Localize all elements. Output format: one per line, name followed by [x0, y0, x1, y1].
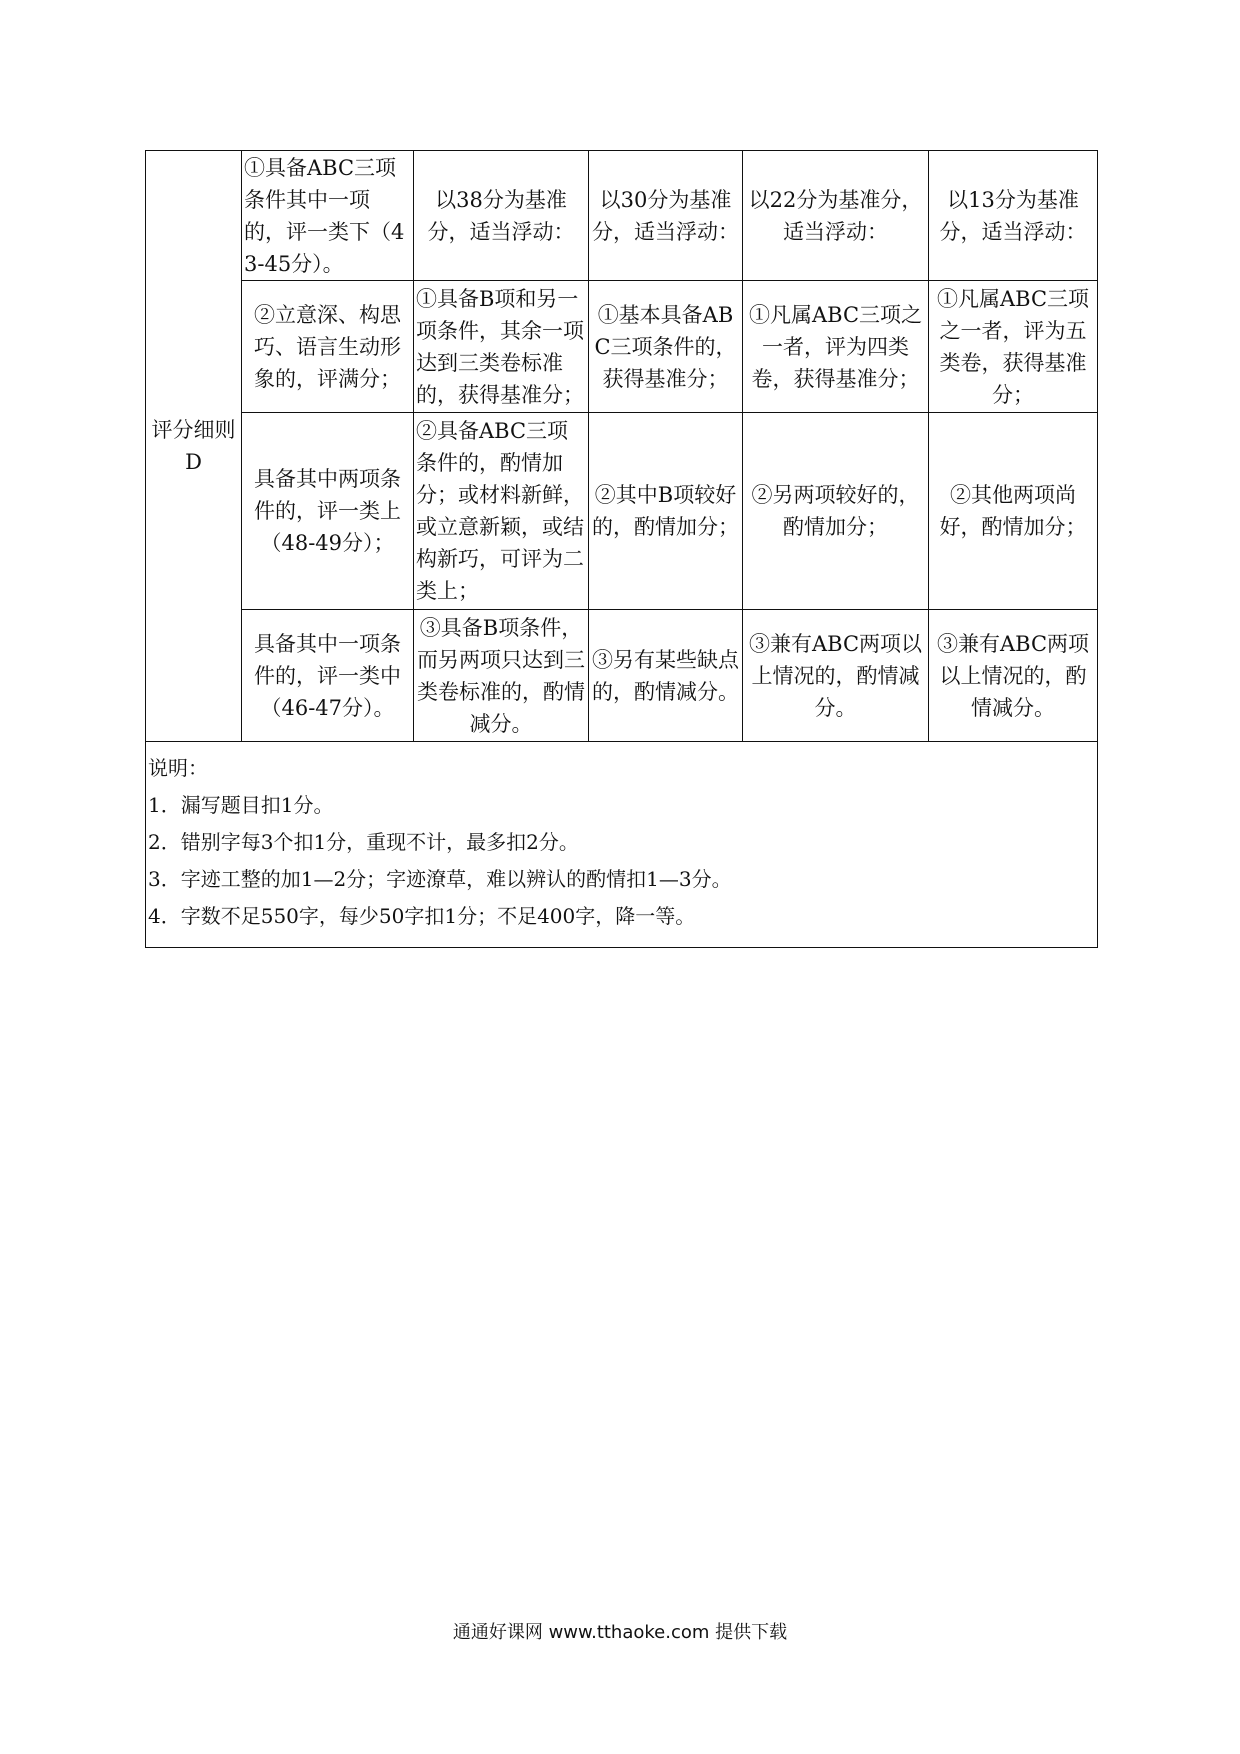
note-item: 4．字数不足550字，每少50字扣1分；不足400字，降一等。 — [148, 904, 696, 928]
rubric-cell: ②具备ABC三项条件的，酌情加分；或材料新鲜，或立意新颖，或结构新巧，可评为二类上； — [414, 413, 589, 610]
scoring-rubric-table — [145, 150, 1098, 948]
rubric-cell: ①凡属ABC三项之一者，评为五类卷，获得基准分； — [929, 281, 1098, 413]
rubric-row — [146, 610, 1098, 742]
rubric-cell: ①具备ABC三项条件其中一项的，评一类下（43-45分）。 — [242, 151, 414, 281]
note-item: 2．错别字每3个扣1分，重现不计，最多扣2分。 — [148, 830, 579, 854]
rubric-cell: 具备其中两项条件的，评一类上（48-49分）； — [242, 413, 414, 610]
rubric-cell: 具备其中一项条件的，评一类中（46-47分）。 — [242, 610, 414, 742]
rubric-cell: ②另两项较好的，酌情加分； — [743, 413, 929, 610]
rubric-cell: 以38分为基准分，适当浮动： — [414, 151, 589, 281]
rubric-cell: 以22分为基准分，适当浮动： — [743, 151, 929, 281]
notes-row — [146, 742, 1098, 948]
page-footer: 通通好课网 www.tthaoke.com 提供下载 — [452, 1622, 788, 1643]
category-label: 评分细则D — [151, 418, 236, 474]
rubric-row — [146, 413, 1098, 610]
category-label-cell — [146, 151, 242, 742]
rubric-row — [146, 151, 1098, 281]
notes-cell — [146, 742, 1098, 948]
notes-title: 说明： — [148, 756, 208, 780]
rubric-cell: ①具备B项和另一项条件，其余一项达到三类卷标准的，获得基准分； — [414, 281, 589, 413]
note-item: 3．字迹工整的加1—2分；字迹潦草，难以辨认的酌情扣1—3分。 — [148, 867, 732, 891]
rubric-cell: ①基本具备ABC三项条件的，获得基准分； — [589, 281, 743, 413]
rubric-cell: 以13分为基准分，适当浮动： — [929, 151, 1098, 281]
rubric-cell: ③兼有ABC两项以上情况的，酌情减分。 — [929, 610, 1098, 742]
rubric-cell: ③兼有ABC两项以上情况的，酌情减分。 — [743, 610, 929, 742]
rubric-cell: ②其他两项尚好，酌情加分； — [929, 413, 1098, 610]
rubric-cell: 以30分为基准分，适当浮动： — [589, 151, 743, 281]
rubric-cell: ③另有某些缺点的，酌情减分。 — [589, 610, 743, 742]
rubric-cell: ②立意深、构思巧、语言生动形象的，评满分； — [242, 281, 414, 413]
rubric-cell: ③具备B项条件，而另两项只达到三类卷标准的，酌情减分。 — [414, 610, 589, 742]
note-item: 1．漏写题目扣1分。 — [148, 793, 334, 817]
rubric-row — [146, 281, 1098, 413]
rubric-cell: ①凡属ABC三项之一者，评为四类卷，获得基准分； — [743, 281, 929, 413]
rubric-cell: ②其中B项较好的，酌情加分； — [589, 413, 743, 610]
